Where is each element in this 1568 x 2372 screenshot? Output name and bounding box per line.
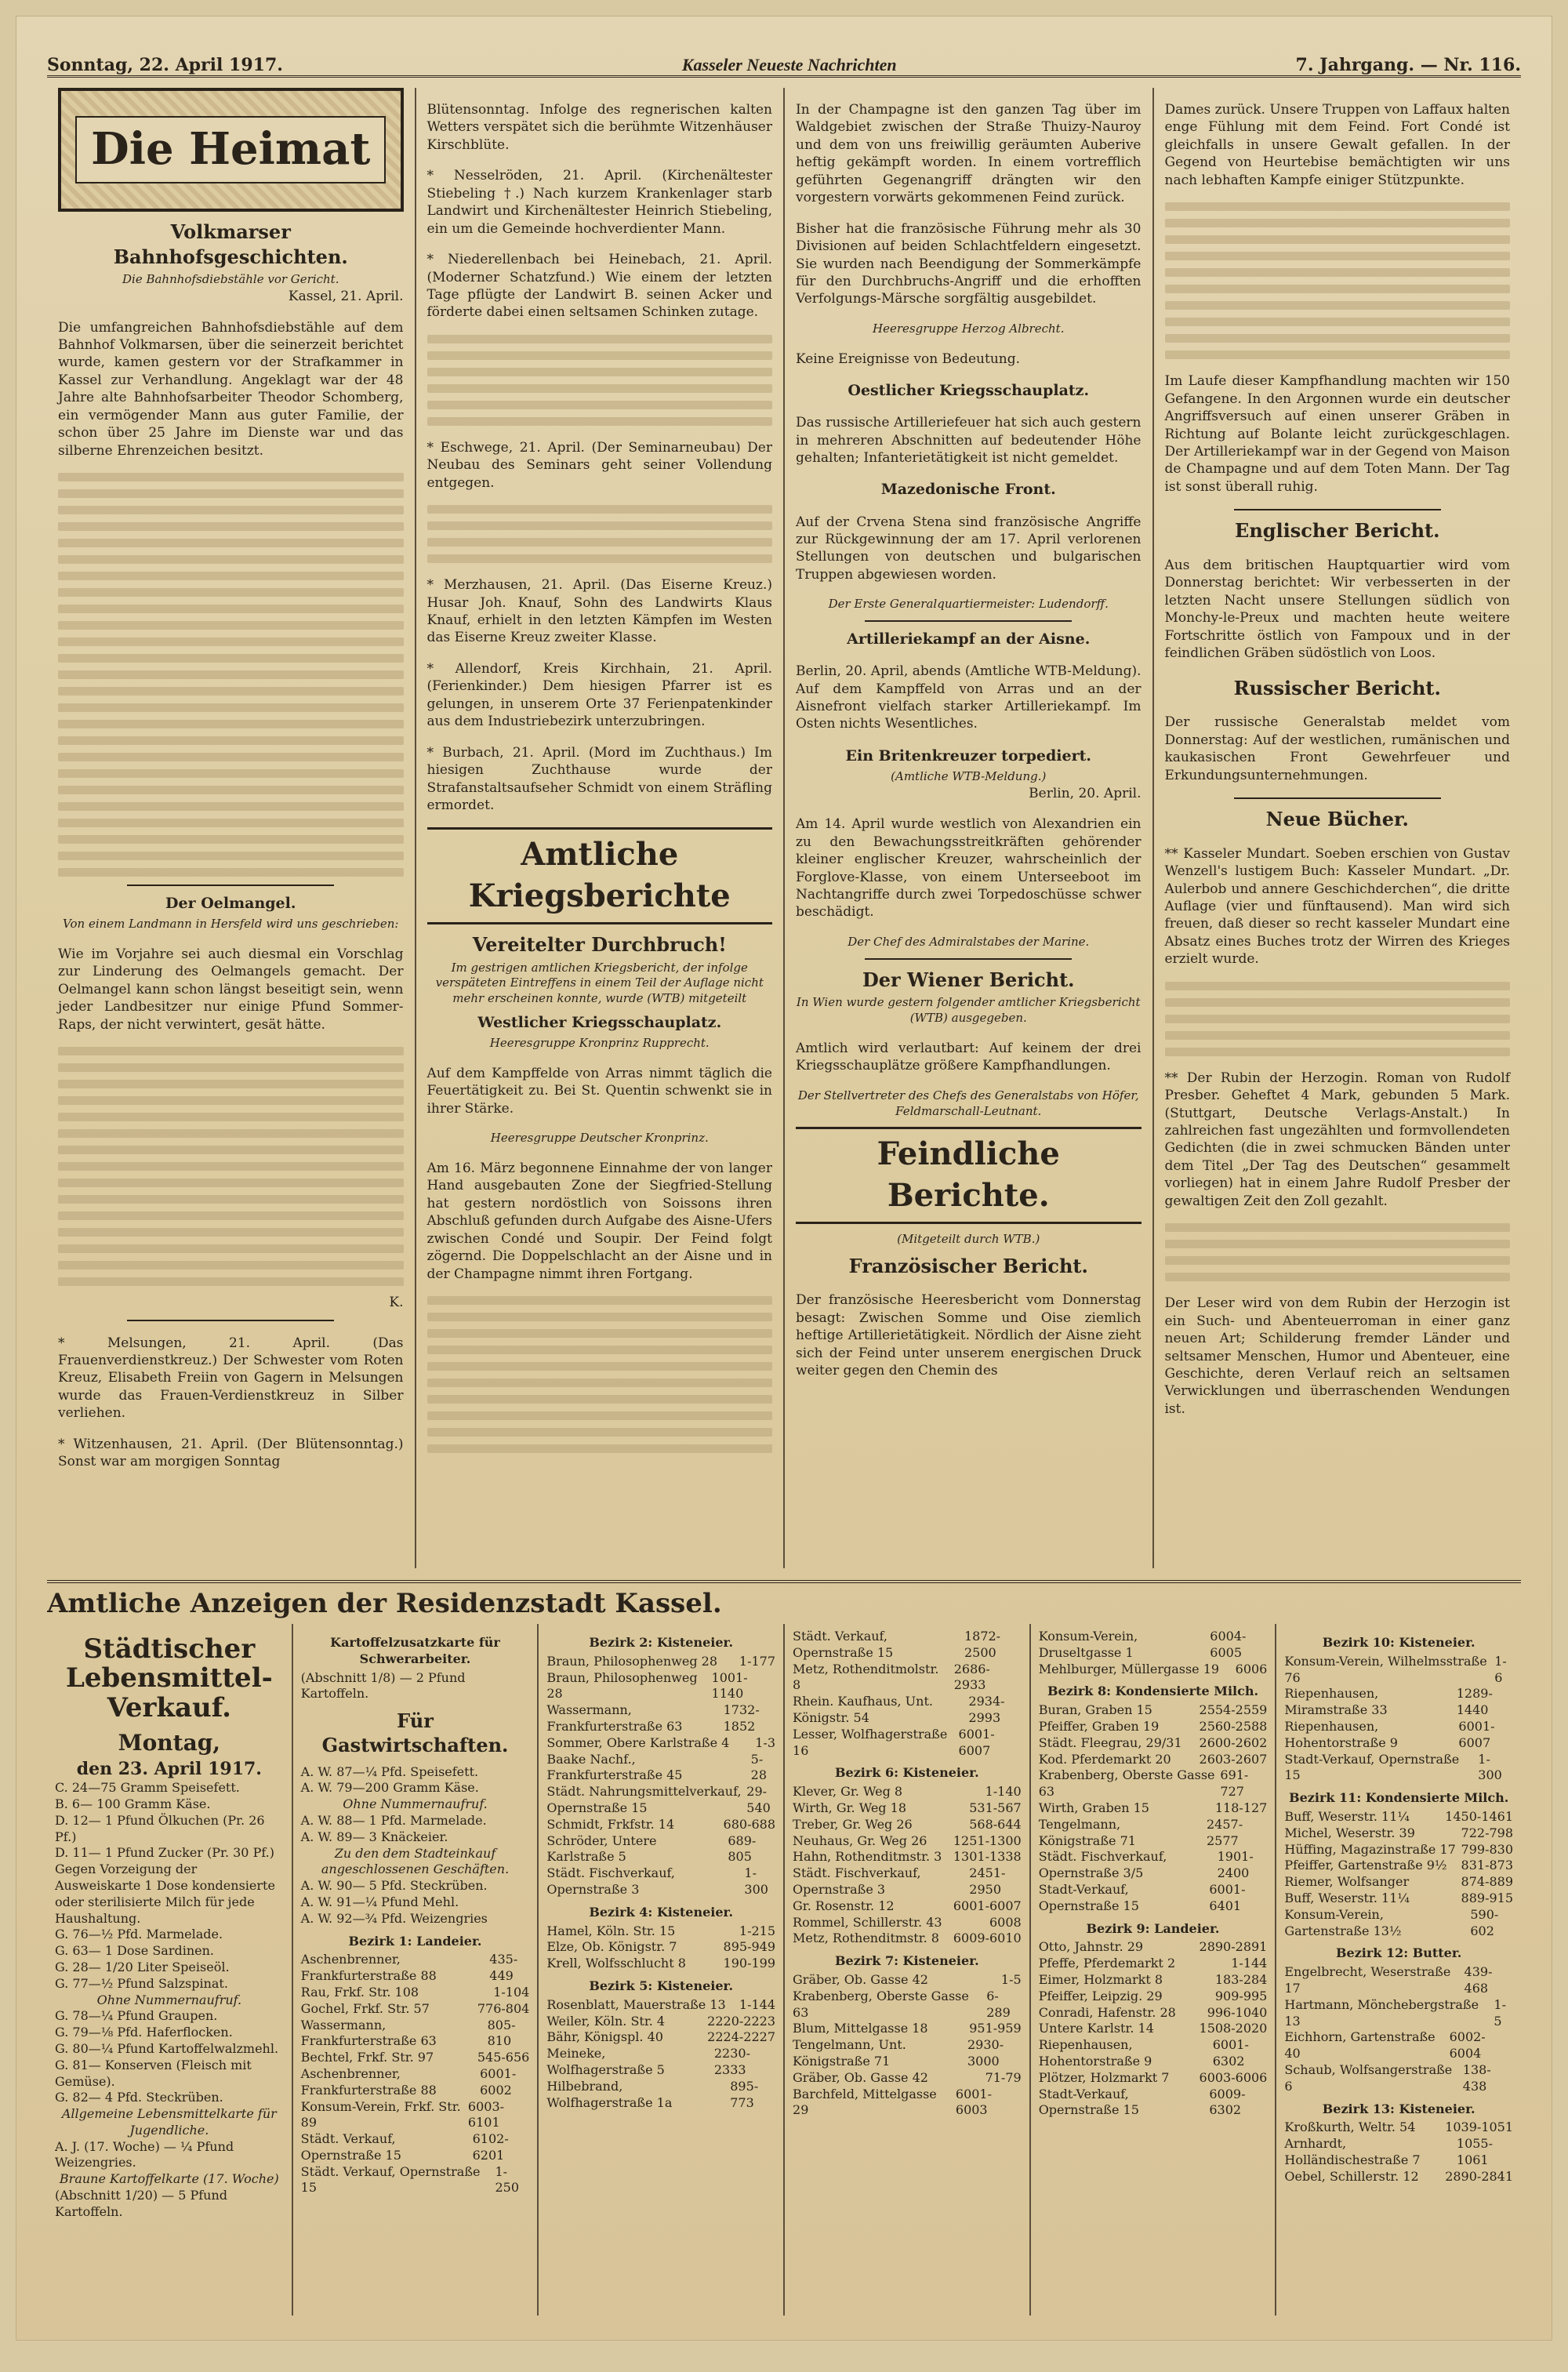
shop-row: Städt. Verkauf, Opernstraße 15 6102-6201 bbox=[300, 2131, 509, 2163]
list-item: C. 24—75 Gramm Speisefett. bbox=[55, 1780, 240, 1796]
notices-title: Amtliche Anzeigen der Residenzstadt Kassel. bbox=[47, 1588, 722, 1619]
column-4 bbox=[1154, 88, 1522, 1568]
article-text: Amtlich wird verlautbart: Auf keinem der drei Kriegsschauplätze größere Kampfhandlungen. bbox=[796, 1040, 1142, 1074]
header-issue: 7. Jahrgang. — Nr. 116. bbox=[1295, 55, 1521, 75]
shop-row: Pfeiffer, Gartenstraße 9½ 831-873 bbox=[1284, 1858, 1514, 1873]
signature: Der Stellvertreter des Chefs des Generalstabs von Höfer, Feldmarschall-Leutnant. bbox=[797, 1088, 1139, 1118]
shop-row: Konsum-Verein, Gartenstraße 13½ 590-602 bbox=[1284, 1906, 1499, 1938]
article-text: * Merzhausen, 21. April. (Das Eiserne Kreuz.) Husar Joh. Knauf, Sohn des Landwirts Klaus Knauf, erhielt in den letzten Kämpfen im Westen das Eiserne Kreuz zweiter Klasse. bbox=[426, 577, 772, 646]
shop-row: Buff, Weserstr. 11¼ 889-915 bbox=[1284, 1890, 1514, 1905]
shop-row: Bähr, Königspl. 40 2224-2227 bbox=[546, 2029, 776, 2045]
shop-row: Wirth, Gr. Weg 18 531-567 bbox=[793, 1800, 1022, 1815]
article-text-continued bbox=[1165, 1223, 1511, 1281]
notices-column-5 bbox=[1031, 1624, 1277, 2316]
shop-row: Pfeiffer, Graben 19 2560-2588 bbox=[1038, 1718, 1268, 1734]
shop-row: Stadt-Verkauf, Opernstraße 15 1-300 bbox=[1284, 1751, 1502, 1783]
shop-row: Rau, Frkf. Str. 108 1-104 bbox=[300, 1984, 530, 2000]
district-heading: Bezirk 4: Kisteneier. bbox=[589, 1904, 734, 1920]
district-heading: Bezirk 5: Kisteneier. bbox=[589, 1978, 734, 1993]
shop-row: Untere Karlstr. 14 1508-2020 bbox=[1038, 2021, 1268, 2036]
shop-row: Gräber, Ob. Gasse 42 1-5 bbox=[793, 1971, 1022, 1987]
article-subtitle: In Wien wurde gestern folgender amtlicher Kriegsbericht (WTB) ausgegeben. bbox=[796, 995, 1141, 1026]
article-text: Wie im Vorjahre sei auch diesmal ein Vorschlag zur Linderung des Oelmangels gemacht. Der Oelmangel kann schon längst beseitigt sein, wenn jeder Landbesitzer nur einige Pfund Sommer-Raps, der nicht verwintert, gesät hätte. bbox=[58, 946, 404, 1033]
article-text: Der russische Generalstab meldet vom Donnerstag: Auf der westlichen, rumänischen und kaukasischen Front Gewehrfeuer und Erkundungsunternehmungen. bbox=[1164, 714, 1510, 783]
column-3 bbox=[785, 88, 1154, 1568]
article-text: * Burbach, 21. April. (Mord im Zuchthaus.) Im hiesigen Zuchthause wurde der Strafanstaltsaufseher Schmidt von einem Sträfling ermordet. bbox=[426, 744, 772, 813]
shop-row: Krell, Wolfsschlucht 8 190-199 bbox=[546, 1956, 776, 1971]
article-text: In der Champagne ist den ganzen Tag über im Waldgebiet zwischen der Straße Thuizy-Nauroy und dem von uns freiwillig geräumten Auberive heftig gekämpft worden. In einem vortrefflich geführten Gegenangriff drängten wir den vorgestern vorwärts gekommenen Feind zurück. bbox=[796, 102, 1142, 206]
shop-row: Aschenbrenner, Frankfurterstraße 88 435-449 bbox=[300, 1952, 518, 1984]
list-item: Zu den dem Stadteinkauf angeschlossenen Geschäften. bbox=[321, 1845, 510, 1877]
header-date: Sonntag, 22. April 1917. bbox=[47, 55, 283, 75]
district-heading: Bezirk 11: Kondensierte Milch. bbox=[1289, 1790, 1509, 1806]
food-sale-heading: Städtischer Lebensmittel-Verkauf. bbox=[65, 1633, 273, 1724]
shop-row: Buran, Graben 15 2554-2559 bbox=[1038, 1702, 1268, 1718]
article-title: Volkmarser Bahnhofsgeschichten. bbox=[113, 220, 348, 268]
shop-row: Gr. Rosenstr. 12 6001-6007 bbox=[793, 1898, 1022, 1913]
list-item: A. W. 89— 3 Knäckeier. bbox=[300, 1829, 448, 1844]
signature: Der Erste Generalquartiermeister: Ludendorff. bbox=[828, 597, 1109, 612]
district-heading: Bezirk 10: Kisteneier. bbox=[1322, 1635, 1475, 1650]
district-heading: Bezirk 8: Kondensierte Milch. bbox=[1047, 1684, 1259, 1699]
article-subtitle: (Amtliche WTB-Meldung.) bbox=[891, 768, 1047, 783]
article-text: * Allendorf, Kreis Kirchhain, 21. April. (Ferienkinder.) Dem hiesigen Pfarrer ist es gelungen, in unserem Orte 37 Ferienpatenkinder aus dem Industriebezirk unterzubringen. bbox=[426, 660, 772, 730]
shop-row: Hamel, Köln. Str. 15 1-215 bbox=[546, 1923, 776, 1938]
dateline: Kassel, 21. April. bbox=[288, 289, 404, 305]
shop-row: Städt. Fleegrau, 29/31 2600-2602 bbox=[1038, 1735, 1268, 1750]
list-item: G. 77—½ Pfund Salzspinat. bbox=[55, 1975, 228, 1991]
list-item: G. 76—½ Pfd. Marmelade. bbox=[55, 1927, 223, 1942]
shop-row: Baake Nachf., Frankfurterstraße 45 5-28 bbox=[546, 1751, 768, 1783]
shop-row: Braun, Philosophenweg 28 1-177 bbox=[546, 1653, 776, 1669]
shop-row: Riemer, Wolfsanger 874-889 bbox=[1284, 1874, 1514, 1890]
district-heading: Bezirk 9: Landeier. bbox=[1086, 1920, 1220, 1936]
shop-row: Gräber, Ob. Gasse 42 71-79 bbox=[793, 2069, 1022, 2085]
article-text: ** Kasseler Mundart. Soeben erschien von Gustav Wenzell's lustigem Buch: Kasseler Mundart. „Dr. Aulerbob und annere Geschichderchen“, die dritte Auflage (vier und fünftausend). Man wird sich freuen, daß dieser so recht kasseler Mundart eine Absatz eines Buches trotz der Wirren des Krieges erzielt wurde. bbox=[1164, 845, 1510, 968]
dateline: Berlin, 20. April. bbox=[1029, 785, 1142, 801]
newspaper-page bbox=[16, 16, 1552, 2341]
district-heading: Bezirk 12: Butter. bbox=[1336, 1945, 1462, 1961]
article-subtitle: Im gestrigen amtlichen Kriegsbericht, der infolge verspäteten Eintreffens in einem Teil der Auflage nicht mehr erscheinen konnte, wurde (WTB) mitgeteilt bbox=[435, 960, 764, 1006]
shop-row: Kod. Pferdemarkt 20 2603-2607 bbox=[1038, 1751, 1268, 1767]
column-1 bbox=[47, 88, 416, 1568]
list-item: (Abschnitt 1/8) — 2 Pfund Kartoffeln. bbox=[300, 1669, 466, 1702]
shop-row: Städt. Nahrungsmittelverkauf, Opernstraße 15 29-540 bbox=[546, 1784, 771, 1815]
notices-column-2 bbox=[293, 1624, 539, 2316]
shop-row: Rosenblatt, Mauerstraße 13 1-144 bbox=[546, 1996, 776, 2012]
ration-list bbox=[55, 1780, 284, 2221]
list-item: Ohne Nummernaufruf. bbox=[96, 1992, 242, 2007]
article-text: * Witzenhausen, 21. April. (Der Blütensonntag.) Sonst war am morgigen Sonntag bbox=[58, 1436, 404, 1470]
shop-row: Städt. Verkauf, Opernstraße 15 1872-2500 bbox=[793, 1629, 1001, 1660]
shop-row: Schröder, Untere Karlstraße 5 689-805 bbox=[546, 1833, 757, 1865]
notices-column-6 bbox=[1276, 1624, 1521, 2316]
notice-heading: Kartoffelzusatzkarte für Schwerarbeiter. bbox=[330, 1635, 500, 1666]
shop-row: Konsum-Verein, Druseltgasse 1 6004-6005 bbox=[1038, 1629, 1247, 1660]
sale-date: den 23. April 1917. bbox=[76, 1758, 262, 1779]
shop-row: Otto, Jahnstr. 29 2890-2891 bbox=[1038, 1939, 1268, 1955]
section-heading: Für Gastwirtschaften. bbox=[321, 1709, 509, 1757]
shop-row: Städt. Fischverkauf, Opernstraße 3/5 1901-2400 bbox=[1038, 1849, 1254, 1881]
shop-row: Klever, Gr. Weg 8 1-140 bbox=[793, 1784, 1022, 1800]
shop-row: Pfeiffer, Leipzig. 29 909-995 bbox=[1038, 1988, 1268, 2003]
article-text-continued bbox=[1165, 982, 1511, 1056]
list-item: A. W. 79—200 Gramm Käse. bbox=[300, 1780, 479, 1796]
shop-row: Neuhaus, Gr. Weg 26 1251-1300 bbox=[793, 1833, 1022, 1848]
shop-row: Sommer, Obere Karlstraße 4 1-3 bbox=[546, 1735, 776, 1750]
article-text: Auf dem Kampffelde von Arras nimmt täglich die Feuertätigkeit zu. Bei St. Quentin schwenkt sie in ihrer Stärke. bbox=[426, 1065, 772, 1117]
article-title: Der Oelmangel. bbox=[165, 895, 296, 913]
shop-row: Krabenberg, Oberste Gasse 63 691-727 bbox=[1038, 1767, 1249, 1800]
shop-row: Pfeffe, Pferdemarkt 2 1-144 bbox=[1038, 1956, 1268, 1971]
shop-row: Hahn, Rothenditmstr. 3 1301-1338 bbox=[793, 1849, 1022, 1865]
shop-row: Bechtel, Frkf. Str. 97 545-656 bbox=[300, 2050, 530, 2065]
section-banner: Feindliche Berichte. bbox=[796, 1127, 1142, 1224]
shop-row: Weiler, Köln. Str. 4 2220-2223 bbox=[546, 2013, 776, 2029]
shop-row: Wirth, Graben 15 118-127 bbox=[1038, 1800, 1268, 1815]
article-text: Im Laufe dieser Kampfhandlung machten wir 150 Gefangene. In den Argonnen wurde ein deutscher Angriffsversuch auf einen unserer Gräben in Richtung auf Bolante leicht zurückgeschlagen. Der Artilleriekampf war in der Gegend von Maison de Champagne und auf dem Toten Mann. Der Tag ist sonst überall ruhig. bbox=[1164, 373, 1510, 495]
shop-row: Tengelmann, Königstraße 71 2457-2577 bbox=[1038, 1816, 1243, 1848]
district-heading: Bezirk 13: Kisteneier. bbox=[1322, 2101, 1475, 2116]
shop-row: Tengelmann, Unt. Königstraße 71 2930-3000 bbox=[793, 2037, 1004, 2069]
shop-row: Konsum-Verein, Frkf. Str. 89 6003-6101 bbox=[300, 2098, 505, 2130]
shop-row: Treber, Gr. Weg 26 568-644 bbox=[793, 1816, 1022, 1832]
section-banner: Amtliche Kriegsberichte bbox=[427, 827, 773, 924]
signature: Heeresgruppe Herzog Albrecht. bbox=[873, 321, 1065, 336]
list-item: Braune Kartoffelkarte (17. Woche) bbox=[59, 2171, 279, 2187]
signature: K. bbox=[389, 1295, 404, 1311]
article-text: * Melsungen, 21. April. (Das Frauenverdienstkreuz.) Der Schwester vom Roten Kreuz, Elisabeth Freiin von Gagern in Melsungen wurde das Frauen-Verdienstkreuz in Silber verliehen. bbox=[58, 1335, 404, 1422]
notices-column-1 bbox=[47, 1624, 293, 2316]
article-title: Der Wiener Bericht. bbox=[862, 968, 1075, 991]
shop-row: Konsum-Verein, Wilhelmsstraße 76 1-6 bbox=[1284, 1653, 1507, 1685]
shop-row: Lesser, Wolfhagerstraße 16 6001-6007 bbox=[793, 1726, 995, 1758]
article-text: Am 14. April wurde westlich von Alexandrien ein zu den Bewachungsstreitkräften gehörender kleiner englischer Kreuzer, wahrscheinlich der Forglove-Klasse, von einem Unterseeboot im Nachtangriffe durch zwei Torpedoschüsse schwer beschädigt. bbox=[796, 816, 1142, 921]
shop-row: Gochel, Frkf. Str. 57 776-804 bbox=[300, 2000, 530, 2016]
shop-row: Metz, Rothenditmstr. 8 6009-6010 bbox=[793, 1931, 1022, 1946]
article-text: Das russische Artilleriefeuer hat sich auch gestern in mehreren Abschnitten auf bedeutender Höhe gehalten; Infanterietätigkeit ist nicht gemeldet. bbox=[796, 415, 1142, 466]
shop-row: Wassermann, Frankfurterstraße 63 805-810 bbox=[300, 2017, 516, 2049]
article-text: Die umfangreichen Bahnhofsdiebstähle auf dem Bahnhof Volkmarsen, über die seinerzeit berichtet wurde, kamen gestern vor der Strafkammer in Kassel zur Verhandlung. Angeklagt war der 48 Jahre alte Bahnhofsarbeiter Theodor Schomberg, ein vermögender Mann aus guter Familie, der schon über 25 Jahre im Dienste war und das silberne Ehrenzeichen besitzt. bbox=[58, 319, 404, 459]
shop-row: Braun, Philosophenweg 28 1001-1140 bbox=[546, 1669, 748, 1702]
shop-row: Mehlburger, Müllergasse 19 6006 bbox=[1038, 1661, 1268, 1676]
article-text: Keine Ereignisse von Bedeutung. bbox=[796, 351, 1021, 367]
list-item: G. 81— Konserven (Fleisch mit Gemüse). bbox=[55, 2057, 252, 2089]
shop-row: Engelbrecht, Weserstraße 17 439-468 bbox=[1284, 1964, 1493, 1996]
shop-row: Städt. Verkauf, Opernstraße 15 1-250 bbox=[300, 2163, 520, 2196]
list-item: A. W. 91—¼ Pfund Mehl. bbox=[300, 1894, 459, 1909]
article-subtitle: Die Bahnhofsdiebstähle vor Gericht. bbox=[122, 272, 339, 287]
article-title: Englischer Bericht. bbox=[1235, 519, 1440, 543]
shop-row: Rhein. Kaufhaus, Unt. Königstr. 54 2934-2993 bbox=[793, 1694, 1005, 1725]
shop-row: Krabenberg, Oberste Gasse 63 6-289 bbox=[793, 1988, 1011, 2020]
shop-row: Oebel, Schillerstr. 12 2890-2841 bbox=[1284, 2168, 1514, 2184]
list-item: A. J. (17. Woche) — ¼ Pfund Weizengries. bbox=[55, 2138, 234, 2170]
section-heading: Ein Britenkreuzer torpediert. bbox=[845, 746, 1091, 765]
district-heading: Bezirk 2: Kisteneier. bbox=[589, 1635, 734, 1650]
article-text-continued bbox=[58, 1047, 404, 1286]
heimat-masthead bbox=[58, 88, 404, 212]
section-heading: Oestlicher Kriegsschauplatz. bbox=[848, 382, 1090, 400]
article-text-continued bbox=[427, 335, 773, 426]
shop-row: Städt. Fischverkauf, Opernstraße 3 2451-2950 bbox=[793, 1865, 1006, 1897]
notices-column-4 bbox=[785, 1624, 1031, 2316]
district-heading: Bezirk 1: Landeier. bbox=[348, 1933, 482, 1949]
shop-row: Buff, Weserstr. 11¼ 1450-1461 bbox=[1284, 1808, 1514, 1824]
shop-row: Hartmann, Mönchebergstraße 13 1-5 bbox=[1284, 1996, 1506, 2029]
article-text: Am 16. März begonnene Einnahme der von langer Hand ausgebauten Zone der Siegfried-Stellung hat gestern nordöstlich von Soissons ihren Abschluß gefunden durch Aufgabe des Aisne-Ufers zwischen Condé und Soupir. Der Feind folgt zögernd. Die Doppelschlacht an der Aisne und in der Champagne nimmt ihren Fortgang. bbox=[426, 1161, 772, 1282]
notices-grid bbox=[47, 1624, 1521, 2316]
shop-row: Schmidt, Frkfstr. 14 680-688 bbox=[546, 1816, 776, 1832]
page-header bbox=[47, 35, 1521, 78]
list-item: G. 78—¼ Pfund Graupen. bbox=[55, 2008, 218, 2024]
shop-row: Blum, Mittelgasse 18 951-959 bbox=[793, 2021, 1022, 2036]
article-text: * Nesselröden, 21. April. (Kirchenältester Stiebeling †.) Nach kurzem Krankenlager starb Landwirt und Kirchenältester Heinrich Stiebeling, ein um die Gemeinde hochverdienter Mann. bbox=[426, 168, 772, 237]
shop-row: Elze, Ob. Königstr. 7 895-949 bbox=[546, 1939, 776, 1955]
header-masthead: Kasseler Neueste Nachrichten bbox=[681, 55, 897, 74]
shop-row: Stadt-Verkauf, Opernstraße 15 6001-6401 bbox=[1038, 1881, 1246, 1913]
shop-row: Meineke, Wolfhagerstraße 5 2230-2333 bbox=[546, 2046, 750, 2077]
official-notices bbox=[47, 1580, 1521, 2322]
shop-row: Eimer, Holzmarkt 8 183-284 bbox=[1038, 1971, 1268, 1987]
list-item: A. W. 92—¾ Pfd. Weizengries bbox=[300, 1910, 488, 1926]
article-text: Der Leser wird von dem Rubin der Herzogin ist ein Such- und Abenteuerroman in einer ganz neuen Art; Schilderung fremder Länder und seltsamer Menschen, Humor und Abenteuer, eine Geschichte, deren Verlauf reich an seltsamen Verwicklungen und überraschenden Wendungen ist. bbox=[1164, 1295, 1510, 1417]
article-subtitle: (Mitgeteilt durch WTB.) bbox=[897, 1231, 1040, 1246]
article-columns bbox=[47, 88, 1521, 1568]
shop-row: Hilbebrand, Wolfhagerstraße 1a 895-773 bbox=[546, 2078, 759, 2110]
section-heading: Artilleriekampf an der Aisne. bbox=[847, 630, 1091, 648]
subsection-heading: Heeresgruppe Kronprinz Rupprecht. bbox=[489, 1036, 710, 1051]
signature: Der Chef des Admiralstabes der Marine. bbox=[848, 934, 1090, 949]
list-item: D. 12— 1 Pfund Ölkuchen (Pr. 26 Pf.) bbox=[55, 1812, 265, 1844]
subsection-heading: Heeresgruppe Deutscher Kronprinz. bbox=[490, 1131, 709, 1146]
list-item: A. W. 87—¼ Pfd. Speisefett. bbox=[300, 1764, 479, 1779]
list-item: (Abschnitt 1/20) — 5 Pfund Kartoffeln. bbox=[55, 2188, 228, 2219]
shop-row: Barchfeld, Mittelgasse 29 6001-6003 bbox=[793, 2086, 993, 2118]
shop-row: Michel, Weserstr. 39 722-798 bbox=[1284, 1825, 1514, 1840]
article-text-continued bbox=[427, 505, 773, 563]
shop-row: Arnhardt, Holländischestraße 7 1055-1061 bbox=[1284, 2136, 1494, 2167]
article-text: Auf der Crvena Stena sind französische Angriffe zur Rückgewinnung der am 17. April verlorenen Stellungen von deutschen und bulgarischen Truppen abgewiesen worden. bbox=[796, 514, 1142, 583]
heimat-title: Die Heimat bbox=[75, 116, 386, 183]
shop-row: Riepenhausen, Hohentorstraße 9 6001-6302 bbox=[1038, 2037, 1249, 2069]
article-subtitle: Von einem Landmann in Hersfeld wird uns geschrieben: bbox=[63, 917, 399, 932]
list-item: Allgemeine Lebensmittelkarte für Jugendliche. bbox=[61, 2106, 277, 2138]
article-text-continued bbox=[427, 1296, 773, 1453]
article-text-continued bbox=[58, 473, 404, 877]
list-item: A. W. 90— 5 Pfd. Steckrüben. bbox=[300, 1878, 488, 1894]
article-text: Bisher hat die französische Führung mehr als 30 Divisionen auf beiden Schlachtfeldern eingesetzt. Sie wurden nach Beendigung der Sommerkämpfe für den Durchbruchs-Angriff und die erhofften Verfolgungs-Märsche sorgfältig ausgebildet. bbox=[796, 220, 1142, 307]
shop-row: Riepenhausen, Hohentorstraße 9 6001-6007 bbox=[1284, 1718, 1495, 1750]
shop-row: Eichhorn, Gartenstraße 40 6002-6004 bbox=[1284, 2029, 1486, 2061]
shop-row: Rommel, Schillerstr. 43 6008 bbox=[793, 1914, 1022, 1930]
shop-row: Städt. Fischverkauf, Opernstraße 3 1-300 bbox=[546, 1865, 768, 1897]
article-title: Vereitelter Durchbruch! bbox=[472, 932, 727, 956]
shop-row: Aschenbrenner, Frankfurterstraße 88 6001-6002 bbox=[300, 2065, 517, 2098]
article-title: Russischer Bericht. bbox=[1233, 676, 1441, 699]
article-text-continued bbox=[1165, 202, 1511, 359]
shop-row: Schaub, Wolfsangerstraße 6 138-438 bbox=[1284, 2061, 1491, 2094]
list-item: Ohne Nummernaufruf. bbox=[343, 1796, 488, 1812]
list-item: Gegen Vorzeigung der Ausweiskarte 1 Dose kondensierte oder sterilisierte Milch für jede Haushaltung. bbox=[55, 1862, 275, 1926]
shop-row: Conradi, Hafenstr. 28 996-1040 bbox=[1038, 2004, 1268, 2020]
sale-day: Montag, bbox=[118, 1730, 221, 1756]
list-item: G. 82— 4 Pfd. Steckrüben. bbox=[55, 2090, 223, 2105]
article-text: Der französische Heeresbericht vom Donnerstag besagt: Zwischen Somme und Oise ziemlich heftige Artillerietätigkeit. Nördlich der Aisne zieht sich der Feind unter unserem energischen Druck weiter gegen den Chemin des bbox=[796, 1292, 1142, 1379]
list-item: B. 6— 100 Gramm Käse. bbox=[55, 1796, 211, 1811]
list-item: G. 28— 1/20 Liter Speiseöl. bbox=[55, 1959, 230, 1974]
district-heading: Bezirk 6: Kisteneier. bbox=[834, 1765, 979, 1781]
notices-column-3 bbox=[539, 1624, 785, 2316]
section-heading: Westlicher Kriegsschauplatz. bbox=[477, 1014, 722, 1032]
article-text: Blütensonntag. Infolge des regnerischen kalten Wetters verspätet sich die berühmte Witzenhäuser Kirschblüte. bbox=[426, 102, 772, 153]
list-item: G. 63— 1 Dose Sardinen. bbox=[55, 1943, 214, 1959]
shop-row: Hüffing, Magazinstraße 17 799-830 bbox=[1284, 1841, 1514, 1857]
shop-row: Plötzer, Holzmarkt 7 6003-6006 bbox=[1038, 2069, 1268, 2085]
shop-row: Metz, Rothenditmolstr. 8 2686-2933 bbox=[793, 1661, 990, 1693]
article-text: ** Der Rubin der Herzogin. Roman von Rudolf Presber. Geheftet 4 Mark, gebunden 5 Mark. (Stuttgart, Deutsche Verlags-Anstalt.) In zahlreichen fast ungezählten und formvollendeten Gedichten (die in zwei schmucken Bänden unter dem Titel „Der Tag des Deutschen“ gesammelt vorliegen) hat in einem Jahre Rudolf Presber der gewaltigen Zeit den Zoll gezahlt. bbox=[1164, 1070, 1510, 1209]
list-item: G. 79—⅛ Pfd. Haferflocken. bbox=[55, 2025, 233, 2040]
article-text: * Niederellenbach bei Heinebach, 21. April. (Moderner Schatzfund.) Wie einem der letzten Tage pflügte der Landwirt B. seinen Acker und förderte dabei einen seltsamen Schinken zutage. bbox=[426, 252, 772, 321]
article-title: Neue Bücher. bbox=[1265, 807, 1409, 830]
section-heading: Mazedonische Front. bbox=[880, 481, 1056, 499]
list-item: A. W. 88— 1 Pfd. Marmelade. bbox=[300, 1812, 487, 1828]
shop-row: Wassermann, Frankfurterstraße 63 1732-1852 bbox=[546, 1702, 760, 1734]
shop-row: Kroßkurth, Weltr. 54 1039-1051 bbox=[1284, 2120, 1514, 2135]
list-item: G. 80—¼ Pfund Kartoffelwalzmehl. bbox=[55, 2040, 279, 2056]
article-text: Aus dem britischen Hauptquartier wird vom Donnerstag berichtet: Wir verbesserten in der letzten Nacht unsere Stellungen südlich von Monchy-le-Preux und machten heute weitere Fortschritte östlich von Fampoux und in der feindlichen Gräben südöstlich von Loos. bbox=[1164, 557, 1510, 662]
article-text: Berlin, 20. April, abends (Amtliche WTB-Meldung). Auf dem Kampffeld von Arras und an der Aisnefront vielfach starker Artilleriekampf. Im Osten nichts Wesentliches. bbox=[796, 663, 1142, 732]
article-text: * Eschwege, 21. April. (Der Seminarneubau) Der Neubau des Seminars geht seiner Vollendung entgegen. bbox=[426, 439, 772, 491]
column-2 bbox=[416, 88, 786, 1568]
article-title: Französischer Bericht. bbox=[848, 1254, 1088, 1277]
article-text: Dames zurück. Unsere Truppen von Laffaux halten enge Fühlung mit dem Feind. Fort Condé ist gleichfalls in unsere Gewalt gefallen. In der Gegend von Heurtebise bemächtigten wir uns nach lebhaften Kampfe einiger Stützpunkte. bbox=[1164, 102, 1510, 188]
list-item: D. 11— 1 Pfund Zucker (Pr. 30 Pf.) bbox=[55, 1845, 275, 1861]
shop-row: Stadt-Verkauf, Opernstraße 15 6009-6302 bbox=[1038, 2086, 1246, 2118]
district-heading: Bezirk 7: Kisteneier. bbox=[834, 1953, 979, 1969]
shop-row: Riepenhausen, Miramstraße 33 1289-1440 bbox=[1284, 1686, 1493, 1718]
